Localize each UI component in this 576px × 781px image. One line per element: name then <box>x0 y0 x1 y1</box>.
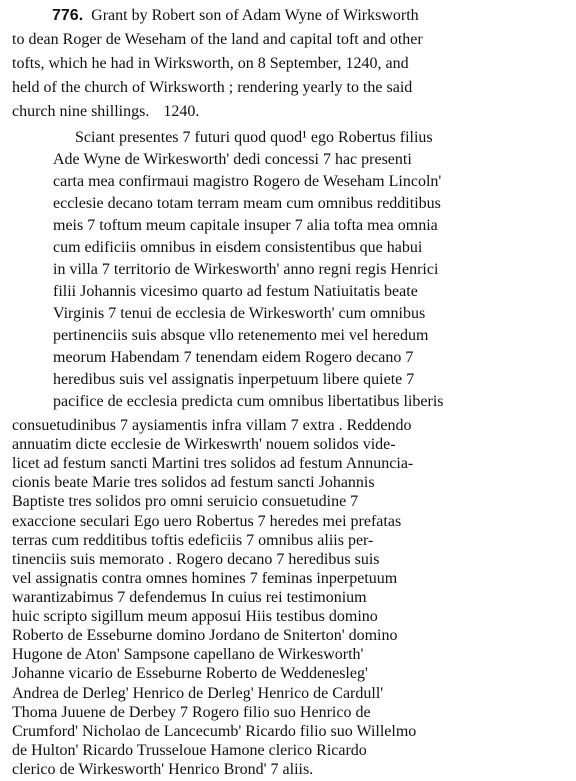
charter-line: carta mea confirmaui magistro Rogero de Weseham Lincoln' <box>53 173 442 190</box>
entry-number: 776. <box>52 7 84 24</box>
charter-line: meis 7 toftum meum capitale insuper 7 alia tofta mea omnia <box>53 217 438 234</box>
summary-line <box>52 6 419 26</box>
charter-line: Thoma Juuene de Derbey 7 Rogero filio suo Henrico de <box>12 703 371 721</box>
charter-line: ecclesie decano totam terram meam cum omnibus redditibus <box>53 195 441 212</box>
charter-line: terras cum redditibus toftis edeficiis 7 omnibus aliis per- <box>12 531 374 549</box>
charter-line: heredibus suis vel assignatis inperpetuum libere quiete 7 <box>53 371 415 388</box>
charter-line: Sciant presentes 7 futuri quod quod¹ ego Robertus filius <box>75 129 433 146</box>
summary-line: to dean Roger de Weseham of the land and capital toft and other <box>12 31 423 48</box>
charter-line: pertinenciis suis absque vllo retenemento mei vel heredum <box>53 327 429 344</box>
charter-line: huic scripto sigillum meum apposui Hiis testibus domino <box>12 608 378 626</box>
summary-text: church nine shillings. <box>12 103 150 120</box>
charter-line: cionis beate Marie tres solidos ad festum sancti Johannis <box>12 474 375 492</box>
summary-line <box>12 102 199 122</box>
entry-year: 1240. <box>163 103 200 120</box>
charter-line: cum edificiis omnibus in eisdem consistentibus que habui <box>53 239 423 256</box>
charter-line: Virginis 7 tenui de ecclesia de Wirkesworth' cum omnibus <box>53 305 426 322</box>
charter-line: vel assignatis contra omnes homines 7 feminas inperpetuum <box>12 569 398 587</box>
charter-line: Johanne vicario de Esseburne Roberto de Weddenesleg' <box>12 665 368 683</box>
charter-line: Ade Wyne de Wirkesworth' dedi concessi 7 hac presenti <box>53 151 412 168</box>
summary-line: tofts, which he had in Wirksworth, on 8 September, 1240, and <box>12 55 409 72</box>
charter-line: annuatim dicte ecclesie de Wirkeswrth' nouem solidos vide- <box>12 436 396 454</box>
charter-line: licet ad festum sancti Martini tres solidos ad festum Annuncia- <box>12 455 414 473</box>
charter-line: meorum Habendam 7 tenendam eidem Rogero decano 7 <box>53 349 414 366</box>
charter-line: Crumford' Nicholao de Lancecumb' Ricardo filio suo Willelmo <box>12 722 417 740</box>
charter-line: tinenciis suis memorato . Rogero decano 7 heredibus suis <box>12 550 380 568</box>
charter-line: Roberto de Esseburne domino Jordano de Sniterton' domino <box>12 627 398 645</box>
charter-line: Andrea de Derleg' Henrico de Derleg' Henrico de Cardull' <box>12 684 384 702</box>
charter-line: warantizabimus 7 defendemus In cuius rei testimonium <box>12 589 367 606</box>
charter-line: clerico de Wirkesworth' Henrico Brond' 7 aliis. <box>12 761 314 778</box>
charter-line: consuetudinibus 7 aysiamentis infra villam 7 extra . Reddendo <box>12 417 412 434</box>
charter-line: in villa 7 territorio de Wirkesworth' anno regni regis Henrici <box>53 261 439 278</box>
summary-text: Grant by Robert son of Adam Wyne of Wirksworth <box>91 7 419 24</box>
charter-line: Hugone de Aton' Sampsone capellano de Wirkesworth' <box>12 646 364 664</box>
summary-line: held of the church of Wirksworth ; rendering yearly to the said <box>12 79 413 96</box>
charter-line: exaccione seculari Ego uero Robertus 7 heredes mei prefatas <box>12 512 402 530</box>
charter-line: pacifice de ecclesia predicta cum omnibus libertatibus liberis <box>53 393 444 410</box>
charter-line: Baptiste tres solidos pro omni seruicio consuetudine 7 <box>12 493 359 511</box>
charter-line: de Hulton' Ricardo Trusseloue Hamone clerico Ricardo <box>12 741 367 759</box>
charter-line: filii Johannis vicesimo quarto ad festum Natiuitatis beate <box>53 283 418 300</box>
